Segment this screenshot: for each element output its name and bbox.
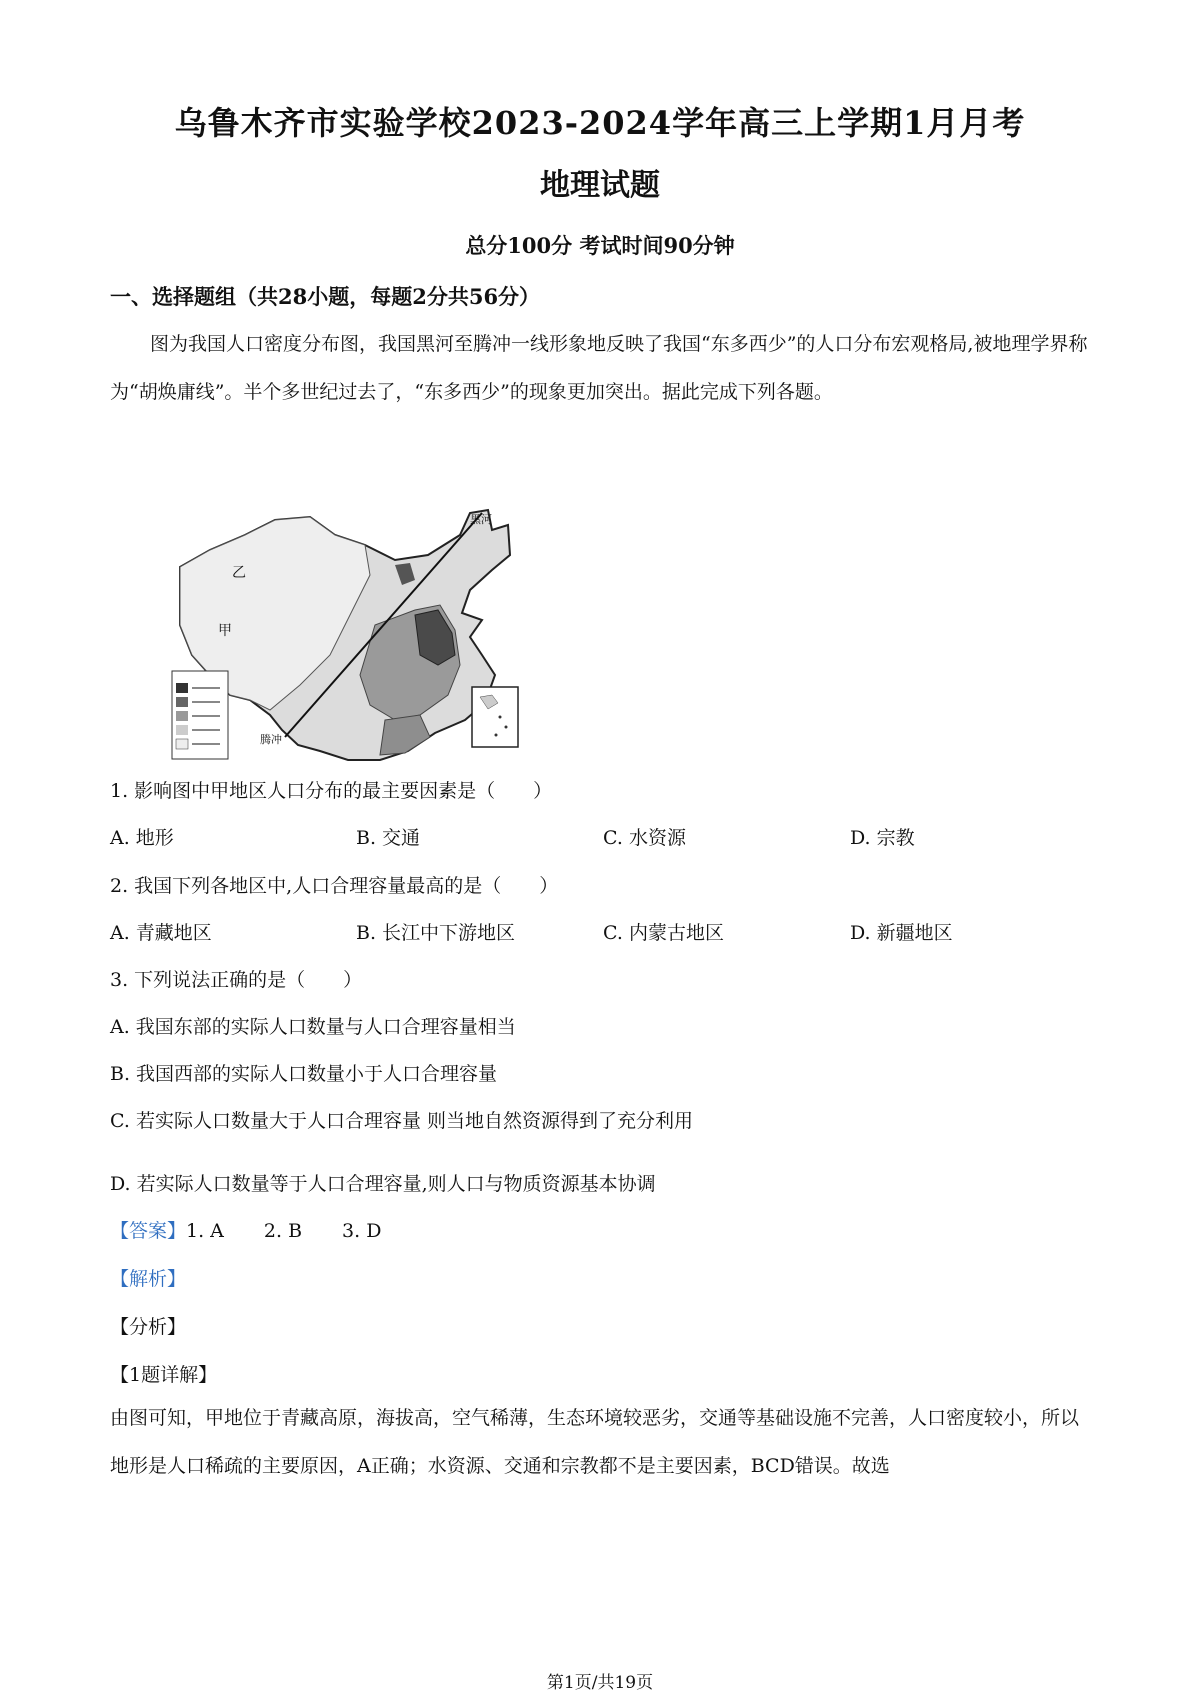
page-footer: 第1页/共19页 (546, 1673, 654, 1693)
question-1-stem: 1. 影响图中甲地区人口分布的最主要因素是（ ） (110, 780, 553, 802)
q1-option-a: A. 地形 (110, 827, 174, 849)
q2-option-c: C. 内蒙古地区 (603, 922, 724, 944)
detail-1-heading: 【1题详解】 (110, 1364, 218, 1386)
fenxi-heading: 【分析】 (110, 1316, 187, 1338)
q1-option-d: D. 宗教 (850, 827, 915, 849)
q3-option-b: B. 我国西部的实际人口数量小于人口合理容量 (110, 1063, 498, 1085)
label-heihe: 黑河 (470, 514, 492, 526)
question-3-stem: 3. 下列说法正确的是（ ） (110, 969, 363, 991)
q1-option-b: B. 交通 (356, 827, 421, 849)
label-yi: 乙 (232, 564, 246, 580)
q2-option-d: D. 新疆地区 (850, 922, 953, 944)
south-china-sea-inset (472, 687, 518, 747)
map-legend (172, 671, 228, 759)
southern-region (380, 715, 430, 755)
answer-tag: 【答案】 (110, 1220, 187, 1242)
label-tengchong: 腾冲 (260, 734, 282, 746)
jiexi-heading: 【解析】 (110, 1268, 187, 1290)
subject-title: 地理试题 (540, 168, 660, 203)
page-title: 乌鲁木齐市实验学校2023-2024学年高三上学期1月月考 (174, 104, 1026, 142)
intro-paragraph: 图为我国人口密度分布图，我国黑河至腾冲一线形象地反映了我国“东多西少”的人口分布宏观格局,被地理学界称为“胡焕庸线”。半个多世纪过去了，“东多西少”的现象更加突出。据此完成下列各题。 (110, 333, 1088, 403)
question-2-stem: 2. 我国下列各地区中,人口合理容量最高的是（ ） (110, 875, 559, 897)
q3-option-d: D. 若实际人口数量等于人口合理容量,则人口与物质资源基本协调 (110, 1173, 656, 1195)
answer-1: 1. A (186, 1220, 224, 1242)
label-jia: 甲 (218, 622, 232, 638)
detail-1-body: 由图可知，甲地位于青藏高原，海拔高，空气稀薄，生态环境较恶劣，交通等基础设施不完善，人口密度较小，所以地形是人口稀疏的主要原因，A正确；水资源、交通和宗教都不是主要因素，BCD错误。故选 (110, 1407, 1080, 1477)
population-density-map (170, 505, 590, 797)
answer-3: 3. D (342, 1220, 382, 1242)
answer-2: 2. B (263, 1220, 303, 1242)
answer-line (110, 1216, 381, 1243)
q3-option-a: A. 我国东部的实际人口数量与人口合理容量相当 (110, 1016, 516, 1038)
exam-meta: 总分100分 考试时间90分钟 (465, 233, 735, 258)
q2-option-b: B. 长江中下游地区 (356, 922, 516, 944)
section-heading: 一、选择题组（共28小题，每题2分共56分） (110, 284, 541, 309)
q2-option-a: A. 青藏地区 (110, 922, 212, 944)
china-map-figure (170, 505, 590, 797)
q3-option-c: C. 若实际人口数量大于人口合理容量 则当地自然资源得到了充分利用 (110, 1110, 693, 1132)
q1-option-c: C. 水资源 (603, 827, 686, 849)
